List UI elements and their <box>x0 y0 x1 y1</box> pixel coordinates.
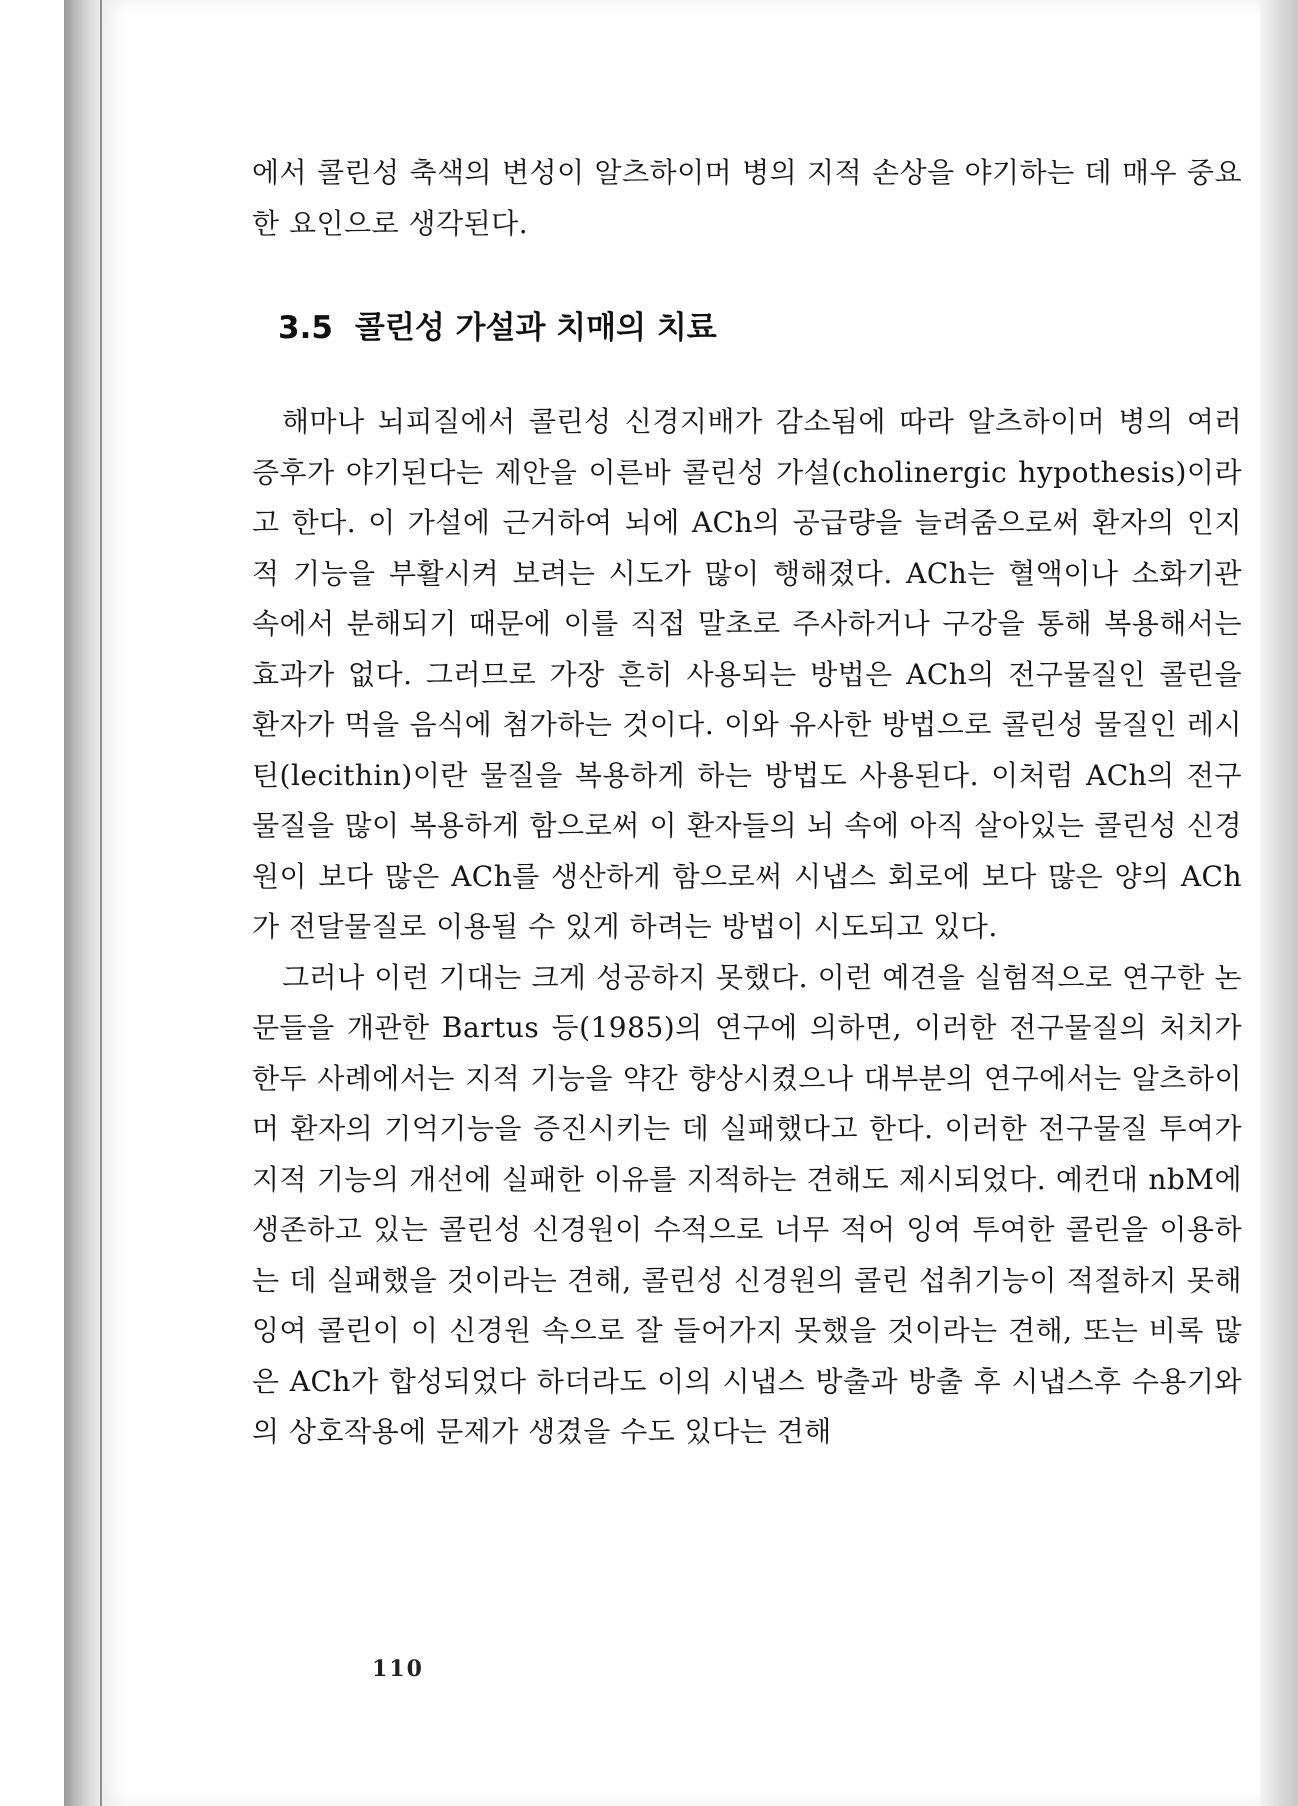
intro-paragraph: 에서 콜린성 축색의 변성이 알츠하이머 병의 지적 손상을 야기하는 데 매우 중요한 요인으로 생각된다. <box>252 156 1242 240</box>
book-edge-right <box>1258 0 1298 1806</box>
page-number: 110 <box>372 1656 424 1682</box>
book-edge-left <box>64 0 100 1806</box>
section-number: 3.5 <box>278 310 333 346</box>
page-content <box>252 148 1242 1458</box>
book-page <box>100 0 1260 1806</box>
section-title: 콜린성 가설과 치매의 치료 <box>354 310 717 346</box>
body-paragraph-1: 해마나 뇌피질에서 콜린성 신경지배가 감소됨에 따라 알츠하이머 병의 여러 증후가 야기된다는 제안을 이른바 콜린성 가설(cholinergic hypothesis)이라고 한다. 이 가설에 근거하여 뇌에 ACh의 공급량을 늘려줌으로써 환자의 인지적 기능을 부활시켜 보려는 시도가 많이 행해졌다. ACh는 혈액이나 소화기관 속에서 분해되기 때문에 이를 직접 말초로 주사하거나 구강을 통해 복용해서는 효과가 없다. 그러므로 가장 흔히 사용되는 방법은 ACh의 전구물질인 콜린을 환자가 먹을 음식에 첨가하는 것이다. 이와 유사한 방법으로 콜린성 물질인 레시틴(lecithin)이란 물질을 복용하게 하는 방법도 사용된다. 이처럼 ACh의 전구물질을 많이 복용하게 함으로써 이 환자들의 뇌 속에 아직 살아있는 콜린성 신경원이 보다 많은 ACh를 생산하게 함으로써 시냅스 회로에 보다 많은 양의 ACh가 전달물질로 이용될 수 있게 하려는 방법이 시도되고 있다. <box>252 405 1242 943</box>
section-heading <box>278 305 1242 351</box>
body-paragraph-2: 그러나 이런 기대는 크게 성공하지 못했다. 이런 예견을 실험적으로 연구한 논문들을 개관한 Bartus 등(1985)의 연구에 의하면, 이러한 전구물질의 처치가 한두 사례에서는 지적 기능을 약간 향상시켰으나 대부분의 연구에서는 알츠하이머 환자의 기억기능을 증진시키는 데 실패했다고 한다. 이러한 전구물질 투여가 지적 기능의 개선에 실패한 이유를 지적하는 견해도 제시되었다. 예컨대 nbM에 생존하고 있는 콜린성 신경원이 수적으로 너무 적어 잉여 투여한 콜린을 이용하는 데 실패했을 것이라는 견해, 콜린성 신경원의 콜린 섭취기능이 적절하지 못해 잉여 콜린이 이 신경원 속으로 잘 들어가지 못했을 것이라는 견해, 또는 비록 많은 ACh가 합성되었다 하더라도 이의 시냅스 방출과 방출 후 시냅스후 수용기와의 상호작용에 문제가 생겼을 수도 있다는 견해 <box>252 960 1243 1448</box>
